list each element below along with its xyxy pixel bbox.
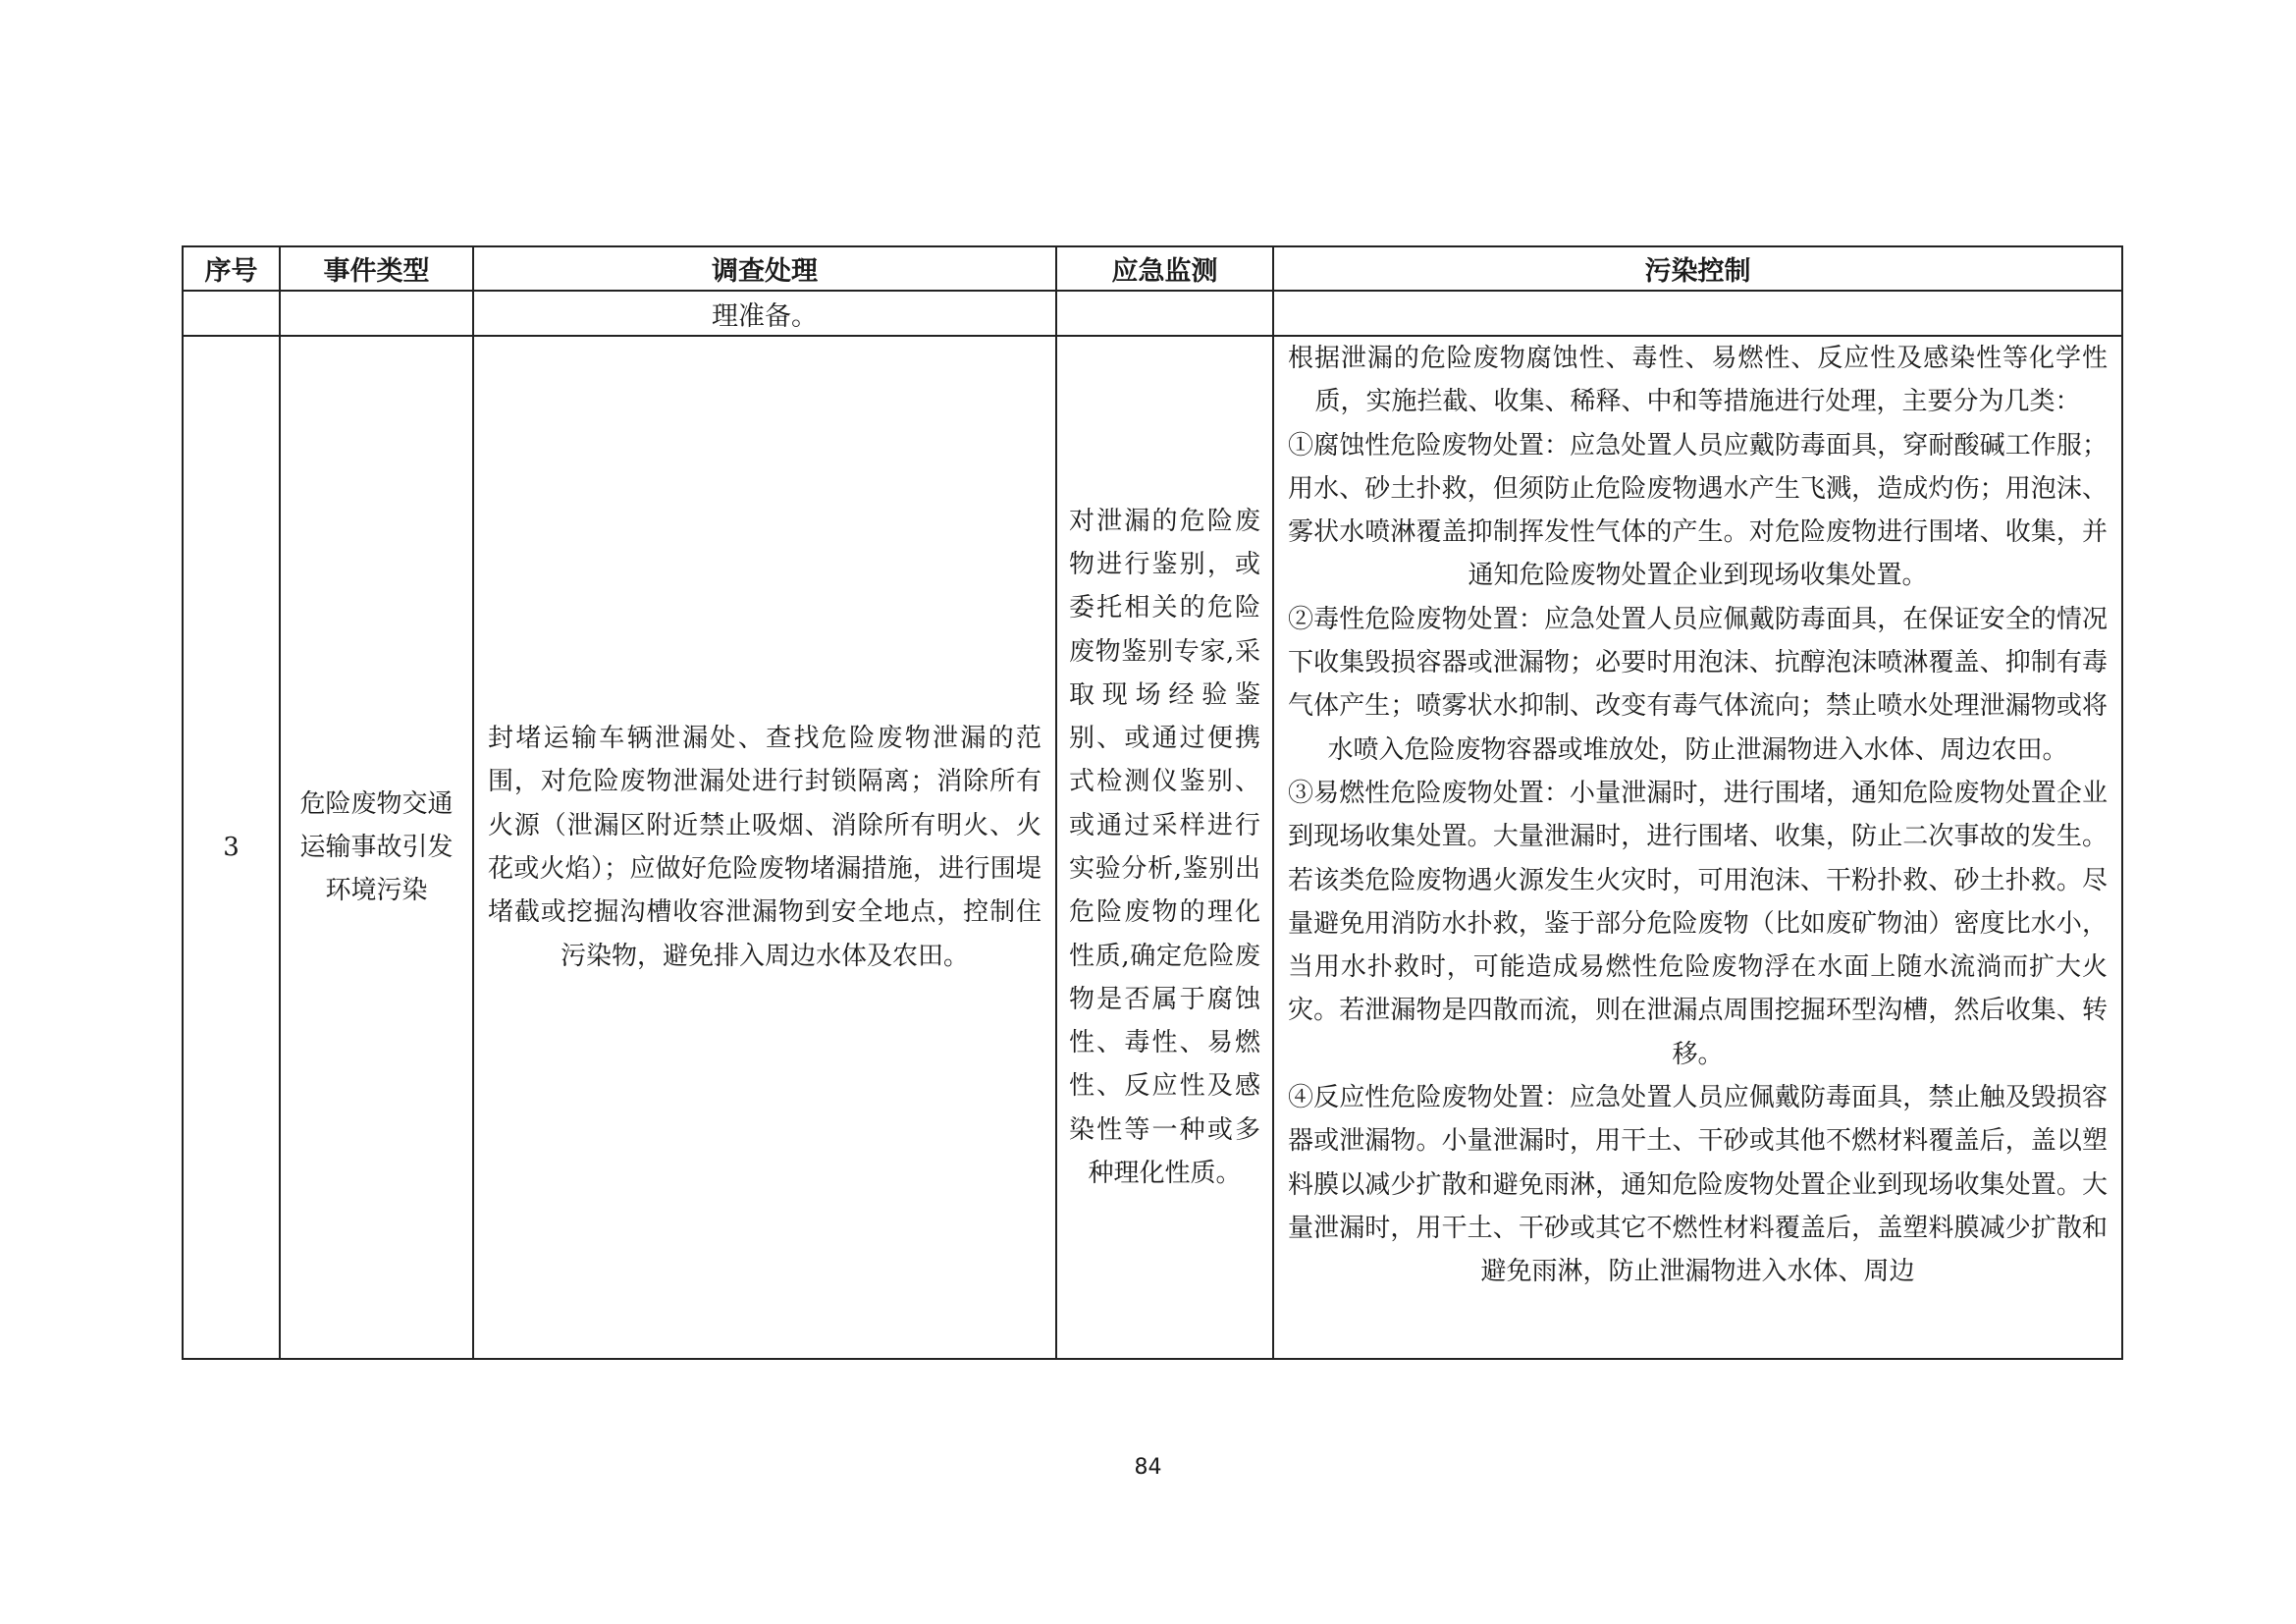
table-header-row — [183, 246, 2122, 291]
table-row-continuation — [183, 291, 2122, 336]
event-type-text: 危险废物交通运输事故引发环境污染 — [299, 788, 454, 906]
cell-event-type — [280, 291, 473, 336]
header-seq: 序号 — [183, 246, 280, 291]
control-paragraph: ①腐蚀性危险废物处置：应急处置人员应戴防毒面具，穿耐酸碱工作服；用水、砂土扑救，但须防止危险废物遇水产生飞溅，造成灼伤；用泡沫、雾状水喷淋覆盖抑制挥发性气体的产生。对危险废物进行围堵、收集，并通知危险废物处置企业到现场收集处置。 — [1288, 430, 2108, 591]
header-investigation: 调查处理 — [473, 246, 1056, 291]
cell-event-type — [280, 336, 473, 1359]
cell-monitoring — [1056, 336, 1273, 1359]
control-paragraph: ③易燃性危险废物处置：小量泄漏时，进行围堵，通知危险废物处置企业到现场收集处置。大量泄漏时，进行围堵、收集，防止二次事故的发生。若该类危险废物遇火源发生火灾时，可用泡沫、干粉扑救、砂土扑救。尽量避免用消防水扑救，鉴于部分危险废物（比如废矿物油）密度比水小，当用水扑救时，可能造成易燃性危险废物浮在水面上随水流淌而扩大火灾。若泄漏物是四散而流，则在泄漏点周围挖掘环型沟槽，然后收集、转移。 — [1288, 778, 2108, 1069]
header-monitoring: 应急监测 — [1056, 246, 1273, 291]
table-row — [183, 336, 2122, 1359]
hazard-response-table — [182, 245, 2123, 1360]
cell-control — [1273, 291, 2122, 336]
cell-investigation — [473, 336, 1056, 1359]
header-pollution-control: 污染控制 — [1273, 246, 2122, 291]
control-paragraph: 根据泄漏的危险废物腐蚀性、毒性、易燃性、反应性及感染性等化学性质，实施拦截、收集、稀释、中和等措施进行处理，主要分为几类： — [1288, 344, 2108, 417]
header-event-type: 事件类型 — [280, 246, 473, 291]
cell-control — [1273, 336, 2122, 1359]
cell-seq — [183, 291, 280, 336]
cell-investigation: 理准备。 — [473, 291, 1056, 336]
control-paragraph: ④反应性危险废物处置：应急处置人员应佩戴防毒面具，禁止触及毁损容器或泄漏物。小量泄漏时，用干土、干砂或其他不燃材料覆盖后，盖以塑料膜以减少扩散和避免雨淋，通知危险废物处置企业到现场收集处置。大量泄漏时，用干土、干砂或其它不燃性材料覆盖后，盖塑料膜减少扩散和避免雨淋，防止泄漏物进入水体、周边 — [1288, 1083, 2108, 1287]
investigation-text: 封堵运输车辆泄漏处、查找危险废物泄漏的范围，对危险废物泄漏处进行封锁隔离；消除所有火源（泄漏区附近禁止吸烟、消除所有明火、火花或火焰）；应做好危险废物堵漏措施，进行围堤堵截或挖掘沟槽收容泄漏物到安全地点，控制住污染物，避免排入周边水体及农田。 — [488, 724, 1041, 971]
cell-seq: 3 — [183, 336, 280, 1359]
cell-monitoring — [1056, 291, 1273, 336]
page-number: 84 — [1134, 1455, 1162, 1480]
control-paragraph: ②毒性危险废物处置：应急处置人员应佩戴防毒面具，在保证安全的情况下收集毁损容器或泄漏物；必要时用泡沫、抗醇泡沫喷淋覆盖、抑制有毒气体产生；喷雾状水抑制、改变有毒气体流向；禁止喷水处理泄漏物或将水喷入危险废物容器或堆放处，防止泄漏物进入水体、周边农田。 — [1288, 604, 2108, 765]
monitoring-text: 对泄漏的危险废物进行鉴别，或委托相关的危险废物鉴别专家,采取现场经验鉴别、或通过便携式检测仪鉴别、或通过采样进行实验分析,鉴别出危险废物的理化性质,确定危险废物是否属于腐蚀性、毒性、易燃性、反应性及感染性等一种或多种理化性质。 — [1069, 506, 1260, 1189]
